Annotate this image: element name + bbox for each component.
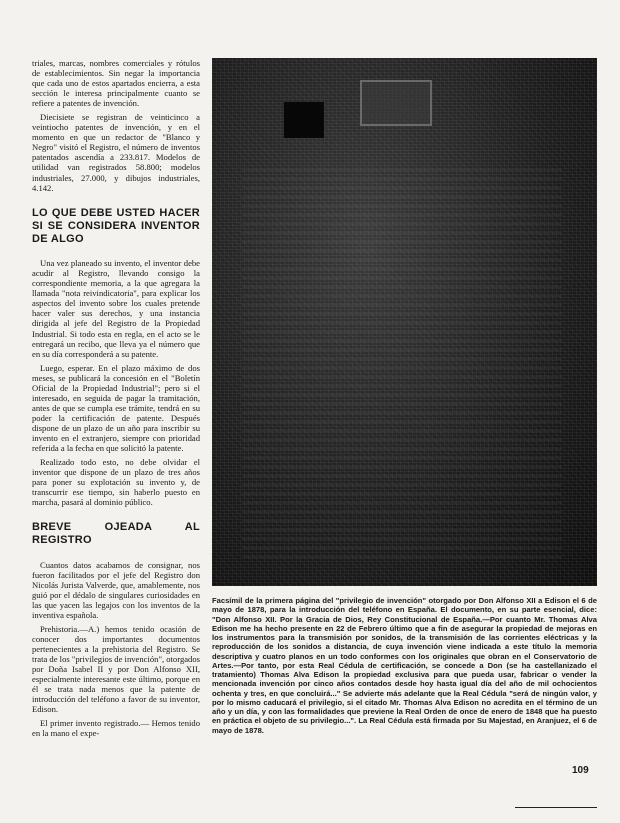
document-seal xyxy=(284,102,324,138)
footer-rule xyxy=(515,807,597,808)
paragraph-process-1: Una vez planeado su invento, el inventor debe acudir al Registro, llevando consigo la correspondiente memoria, a la que agregara la llamada "nota reivindicatoria", para explicar los aspectos del invento sobre los cuales pretende hacer valer sus derechos, y una instancia dirigida al jefe del Registro de la Propiedad Industrial. Si todo esta en regla, en el acto se le entregará un recibo, que lleva ya el número que en su día corresponderá a su patente. xyxy=(32,258,200,359)
paragraph-registry-2: Prehistoria.—A.) hemos tenido ocasión de conocer dos importantes documentos pertenecientes a la prehistoria del Registro. Se trata de los "privilegios de invención", otorgados por Doña Isabel II y por Don Alfonso XII, especialmente interesante este último, porque en él se trata nada menos que la patente de introducción del teléfono a favor de su inventor, Edison. xyxy=(32,623,200,715)
paragraph-registry-3: El primer invento registrado.— Hemos tenido en la mano el expe- xyxy=(32,718,200,739)
paragraph-process-2: Luego, esperar. En el plazo máximo de dos meses, se publicará la concesión en el "Boletín Oficial de la Propiedad Industrial"; pero si el interesado, en seguida de pagar la tramitación, antes de que se cumpla ese trámite, tendrá en su poder la certificación de patente. Después dispone de un plazo de un año para inscribir su invento en el extranjero, siempre con prioridad referida a la fecha en que solicitó la patente. xyxy=(32,362,200,454)
section-heading-inventor: LO QUE DEBE USTED HACER SI SE CONSIDERA INVENTOR DE ALGO xyxy=(32,206,200,245)
article-left-column xyxy=(32,58,200,742)
paragraph-stats: Diecisiete se registran de veinticinco a veintiocho patentes de invención, y en el momento en que un redactor de "Blanco y Negro" visitó el Registro, el número de inventos patentados ascendía a 233.817. Modelos de utilidad van registrados 58.800; modelos industriales, 27.000, y dibujos industriales, 4.142. xyxy=(32,112,200,193)
photo-caption: Facsímil de la primera página del "privilegio de invención" otorgado por Don Alfonso XII a Edison el 6 de mayo de 1878, para la introducción del teléfono en España. El documento, en su parte esencial, dice: "Don Alfonso XII. Por la Gracia de Dios, Rey Constitucional de España.—Por cuanto Mr. Thomas Alva Edison me ha hecho presente en 22 de Febrero último que a fin de asegurar la propiedad de mejoras en los instrumentos para la transmisión por sonidos, de la transmisión de las corrientes eléctricas y la reproducción de los sonidos a distancia, de cuya invención viene indicada a este título la memoria descriptiva y cuatro planos en un todo conformes con los originales que obran en el Conservatorio de Artes.—Por tanto, por esta Real Cédula de certificación, se concede a Don (se ha castellanizado el tratamiento) Thomas Alva Edison la propiedad exclusiva para que pueda usar, fabricar o vender la mencionada invención por cinco años contados desde hoy hasta igual día del año de mil ochocientos ochenta y tres, en que concluirá..." Se advierte más adelante que la Real Cédula "será de ningún valor, y por lo mismo caducará el privilegio, si el citado Mr. Thomas Alva Edison no acredita en el término de un año y un día, y con las formalidades que previene la Real Orden de once de enero de 1848 que ha puesto en práctica el objeto de su privilegio...". La Real Cédula está firmada por Su Majestad, en Aranjuez, el 6 de mayo de 1878. xyxy=(212,596,597,735)
section-heading-registry: BREVE OJEADA AL REGISTRO xyxy=(32,521,200,547)
page-number: 109 xyxy=(572,765,589,776)
paragraph-registry-1: Cuantos datos acabamos de consignar, nos fueron facilitados por el jefe del Registro don Nicolás Jurista Valverde, que, amablemente, nos guió por el dédalo de singulares curiosidades en las que yacen las legajos con los inventos de la inventiva española. xyxy=(32,559,200,620)
privilege-document-photo xyxy=(212,58,597,586)
paragraph-intro: triales, marcas, nombres comerciales y rótulos de establecimientos. Sin negar la importancia que cada uno de estos apartados encierra, a esta sección le interesa principalmente cuanto se refiere a patentes de invención. xyxy=(32,58,200,109)
document-handwriting xyxy=(242,168,562,558)
document-stamp xyxy=(360,80,432,126)
paragraph-process-3: Realizado todo esto, no debe olvidar el inventor que dispone de un plazo de tres años para poner su explotación su invento y, de transcurrir ese tiempo, sin haberlo puesto en marcha, pasará al dominio público. xyxy=(32,457,200,508)
